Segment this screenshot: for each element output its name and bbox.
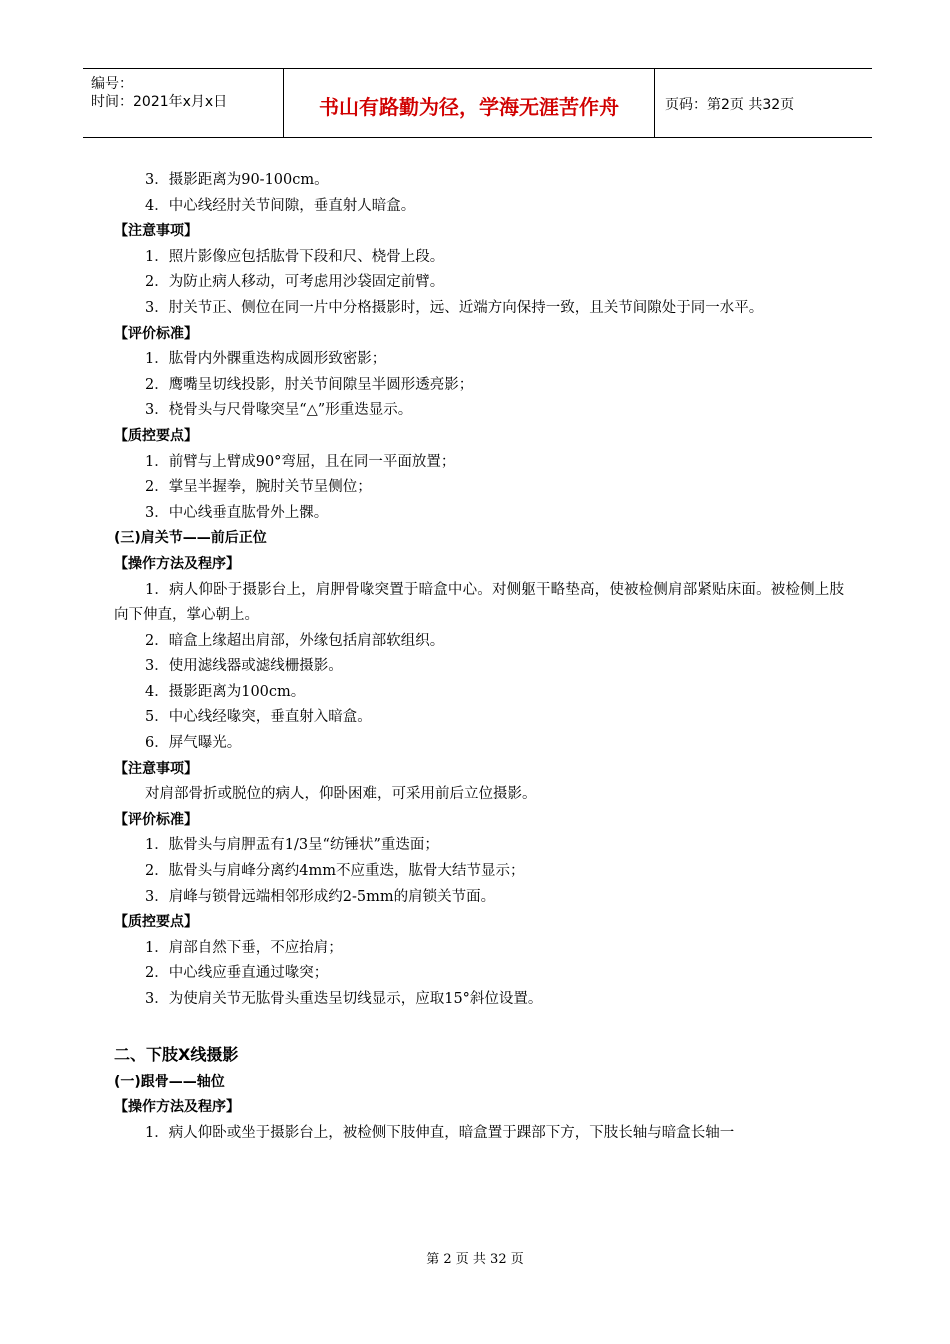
paragraph-line: 2．为防止病人移动，可考虑用沙袋固定前臂。	[145, 274, 445, 291]
paragraph-line: 2．掌呈半握拳，腕肘关节呈侧位；	[145, 479, 372, 496]
section-heading: 【操作方法及程序】	[114, 1099, 240, 1116]
paragraph-line: 3．使用滤线器或滤线栅摄影。	[145, 658, 343, 675]
page-footer: 第 2 页 共 32 页	[426, 1252, 524, 1267]
paragraph-line: 1．肱骨内外髁重迭构成圆形致密影；	[145, 351, 387, 368]
header-page-cell	[655, 69, 872, 137]
section-heading: (一)跟骨——轴位	[114, 1073, 225, 1090]
motto-text: 书山有路勤为径，学海无涯苦作舟	[319, 95, 619, 119]
paragraph-line: 对肩部骨折或脱位的病人，仰卧困难，可采用前后立位摄影。	[145, 786, 537, 803]
paragraph-line: 1．肩部自然下垂，不应抬肩；	[145, 939, 343, 956]
paragraph-line: 3．肘关节正、侧位在同一片中分格摄影时，远、近端方向保持一致，且关节间隙处于同一水平。	[145, 299, 764, 316]
document-body	[114, 168, 844, 1146]
section-heading: 【评价标准】	[114, 811, 198, 828]
paragraph-line: 3．肩峰与锁骨远端相邻形成约2-5mm的肩锁关节面。	[145, 888, 496, 905]
section-heading: 二、下肢X线摄影	[114, 1044, 239, 1064]
section-heading: 【注意事项】	[114, 223, 198, 240]
time-label: 时间：2021年x月x日	[91, 94, 228, 110]
page-header	[83, 68, 872, 138]
paragraph-line: 6．屏气曝光。	[145, 735, 242, 752]
paragraph-line: 2．肱骨头与肩峰分离约4mm不应重迭，肱骨大结节显示；	[145, 863, 525, 880]
paragraph-line: 1．病人仰卧于摄影台上，肩胛骨喙突置于暗盒中心。对侧躯干略垫高，使被检侧肩部紧贴床面。被检侧上肢向下伸直，掌心朝上。	[114, 581, 844, 624]
header-motto-cell	[283, 69, 655, 137]
paragraph-line: 2．中心线应垂直通过喙突；	[145, 965, 329, 982]
section-heading: 【质控要点】	[114, 914, 198, 931]
paragraph-line: 1．肱骨头与肩胛盂有1/3呈“纺锤状”重迭面；	[145, 837, 439, 854]
section-heading: (三)肩关节——前后正位	[114, 530, 267, 547]
section-heading: 【评价标准】	[114, 325, 198, 342]
paragraph-line: 2．鹰嘴呈切线投影，肘关节间隙呈半圆形透亮影；	[145, 376, 474, 393]
paragraph-line: 4．摄影距离为100cm。	[145, 683, 306, 700]
paragraph-line: 1．前臂与上臂成90°弯屈，且在同一平面放置；	[145, 453, 456, 470]
paragraph-line: 2．暗盒上缘超出肩部，外缘包括肩部软组织。	[145, 632, 445, 649]
section-heading: 【注意事项】	[114, 760, 198, 777]
paragraph-line: 3．为使肩关节无肱骨头重迭呈切线显示，应取15°斜位设置。	[145, 991, 543, 1007]
paragraph-line: 3．中心线垂直肱骨外上髁。	[145, 504, 329, 521]
number-label: 编号：	[91, 76, 133, 92]
section-heading: 【操作方法及程序】	[114, 555, 240, 572]
header-meta	[83, 69, 283, 137]
section-heading: 【质控要点】	[114, 427, 198, 444]
paragraph-line: 1．病人仰卧或坐于摄影台上，被检侧下肢伸直，暗盒置于踝部下方，下肢长轴与暗盒长轴一	[145, 1124, 735, 1141]
paragraph-line: 3．桡骨头与尺骨喙突呈“△”形重迭显示。	[145, 402, 413, 419]
paragraph-line: 3．摄影距离为90-100cm。	[145, 172, 329, 188]
paragraph-line: 5．中心线经喙突，垂直射入暗盒。	[145, 709, 372, 726]
paragraph-line: 1．照片影像应包括肱骨下段和尺、桡骨上段。	[145, 248, 445, 265]
paragraph-line: 4．中心线经肘关节间隙，垂直射人暗盒。	[145, 197, 416, 214]
page-number-label: 页码：第2页 共32页	[665, 97, 795, 113]
